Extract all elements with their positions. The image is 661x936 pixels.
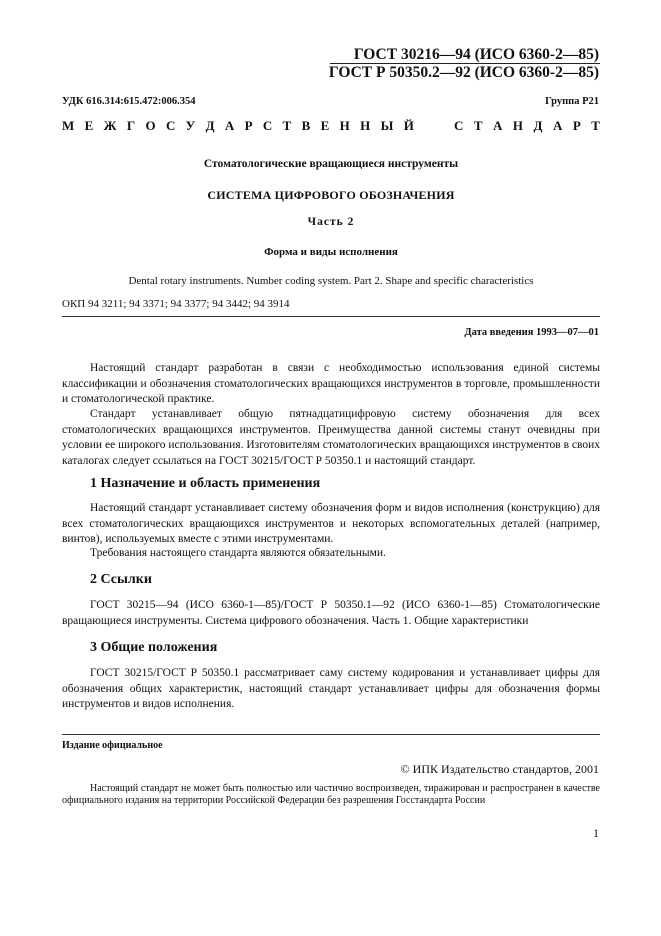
section-1-paragraph-1: Настоящий стандарт устанавливает систему обозначения форм и видов исполнения (конструкцию) для всех стоматологических вращающихся инструментов и некоторых вспомогательных деталей (например, винтов), используемых вместе с этими инструментами. <box>62 502 600 545</box>
banner-letter: Н <box>360 118 371 133</box>
banner-letter: Ы <box>380 118 394 133</box>
banner-letter: С <box>454 118 464 133</box>
banner-letter: А <box>552 118 563 133</box>
reproduction-notice: Настоящий стандарт не может быть полностью или частично воспроизведен, тиражирован и распространен в качестве официального издания на территории Российской Федерации без разрешения Госстандарта России <box>62 783 600 806</box>
banner-letter: Й <box>403 118 414 133</box>
banner-letter: С <box>262 118 273 133</box>
intro-paragraph-1: Настоящий стандарт разработан в связи с необходимостью использования единой системы классификации и обозначения стоматологических вращающихся инструментов в торговле, промышленности и стоматологической практике. <box>62 362 600 405</box>
section-1-paragraph-2: Требования настоящего стандарта являются обязательными. <box>90 547 386 559</box>
banner-letter: Ж <box>103 118 117 133</box>
section-2-paragraph-1: ГОСТ 30215—94 (ИСО 6360-1—85)/ГОСТ Р 50350.1—92 (ИСО 6360-1—85) Стоматологические вращающиеся инструменты. Система цифрового обозначения. Часть 1. Общие характеристики <box>62 599 600 627</box>
section-heading-2: 2 Ссылки <box>90 572 152 587</box>
interstate-standard-banner <box>62 118 600 134</box>
banner-letter: Р <box>572 118 581 133</box>
okp-codes: ОКП 94 3211; 94 3371; 94 3377; 94 3442; 94 3914 <box>62 298 290 310</box>
part-label: Часть 2 <box>307 216 355 228</box>
intro-paragraph-2: Стандарт устанавливает общую пятнадцатицифровую систему обозначения для всех стоматологических вращающихся инструментов. Преимущества данной системы станут очевидны при условии ее широкого использования. Изготовителям стоматологических вращающихся инструментов в своих каталогах следует ссылаться на ГОСТ 30215/ГОСТ Р 50350.1 и настоящий стандарт. <box>62 408 600 467</box>
intro-date: Дата введения 1993—07—01 <box>464 327 599 338</box>
page-number: 1 <box>593 826 599 840</box>
banner-letter: С <box>165 118 176 133</box>
part-title: Форма и виды исполнения <box>264 246 398 258</box>
section-heading-1: 1 Назначение и область применения <box>90 476 321 491</box>
divider <box>62 316 600 317</box>
section-heading-3: 3 Общие положения <box>90 640 218 655</box>
banner-letter: У <box>185 118 196 133</box>
standard-code-2: ГОСТ Р 50350.2—92 (ИСО 6360-2—85) <box>328 64 599 81</box>
footer-divider <box>62 734 600 735</box>
banner-letter: Н <box>339 118 350 133</box>
udk-code: УДК 616.314:615.472:006.354 <box>62 96 196 107</box>
copyright-notice: © ИПК Издательство стандартов, 2001 <box>400 762 599 776</box>
interstate-word <box>62 118 414 134</box>
banner-letter: Р <box>244 118 253 133</box>
banner-letter: Т <box>473 118 483 133</box>
banner-letter: Н <box>512 118 524 133</box>
banner-letter: Т <box>591 118 600 133</box>
english-title: Dental rotary instruments. Number coding system. Part 2. Shape and specific characteristics <box>128 275 534 287</box>
official-publication-label: Издание официальное <box>62 740 163 751</box>
banner-letter: Д <box>533 118 543 133</box>
section-3-paragraph-1: ГОСТ 30215/ГОСТ Р 50350.1 рассматривает саму систему кодирования и устанавливает цифры для обозначения общих характеристик, настоящий стандарт устанавливает цифры для обозначения формы инструментов и видов исполнения. <box>62 667 600 710</box>
banner-letter: Г <box>126 118 136 133</box>
standard-word <box>454 118 600 134</box>
banner-letter: Е <box>84 118 94 133</box>
banner-letter: Е <box>320 118 330 133</box>
banner-letter: В <box>301 118 311 133</box>
banner-letter: А <box>224 118 235 133</box>
banner-letter: А <box>493 118 503 133</box>
banner-letter: Т <box>282 118 292 133</box>
group-code: Группа Р21 <box>545 96 599 107</box>
subject-title: Стоматологические вращающиеся инструменты <box>203 158 459 170</box>
banner-letter: М <box>62 118 75 133</box>
banner-letter: О <box>145 118 156 133</box>
system-title: СИСТЕМА ЦИФРОВОГО ОБОЗНАЧЕНИЯ <box>207 188 455 202</box>
standard-code-1: ГОСТ 30216—94 (ИСО 6360-2—85) <box>353 46 599 63</box>
banner-letter: Д <box>205 118 215 133</box>
